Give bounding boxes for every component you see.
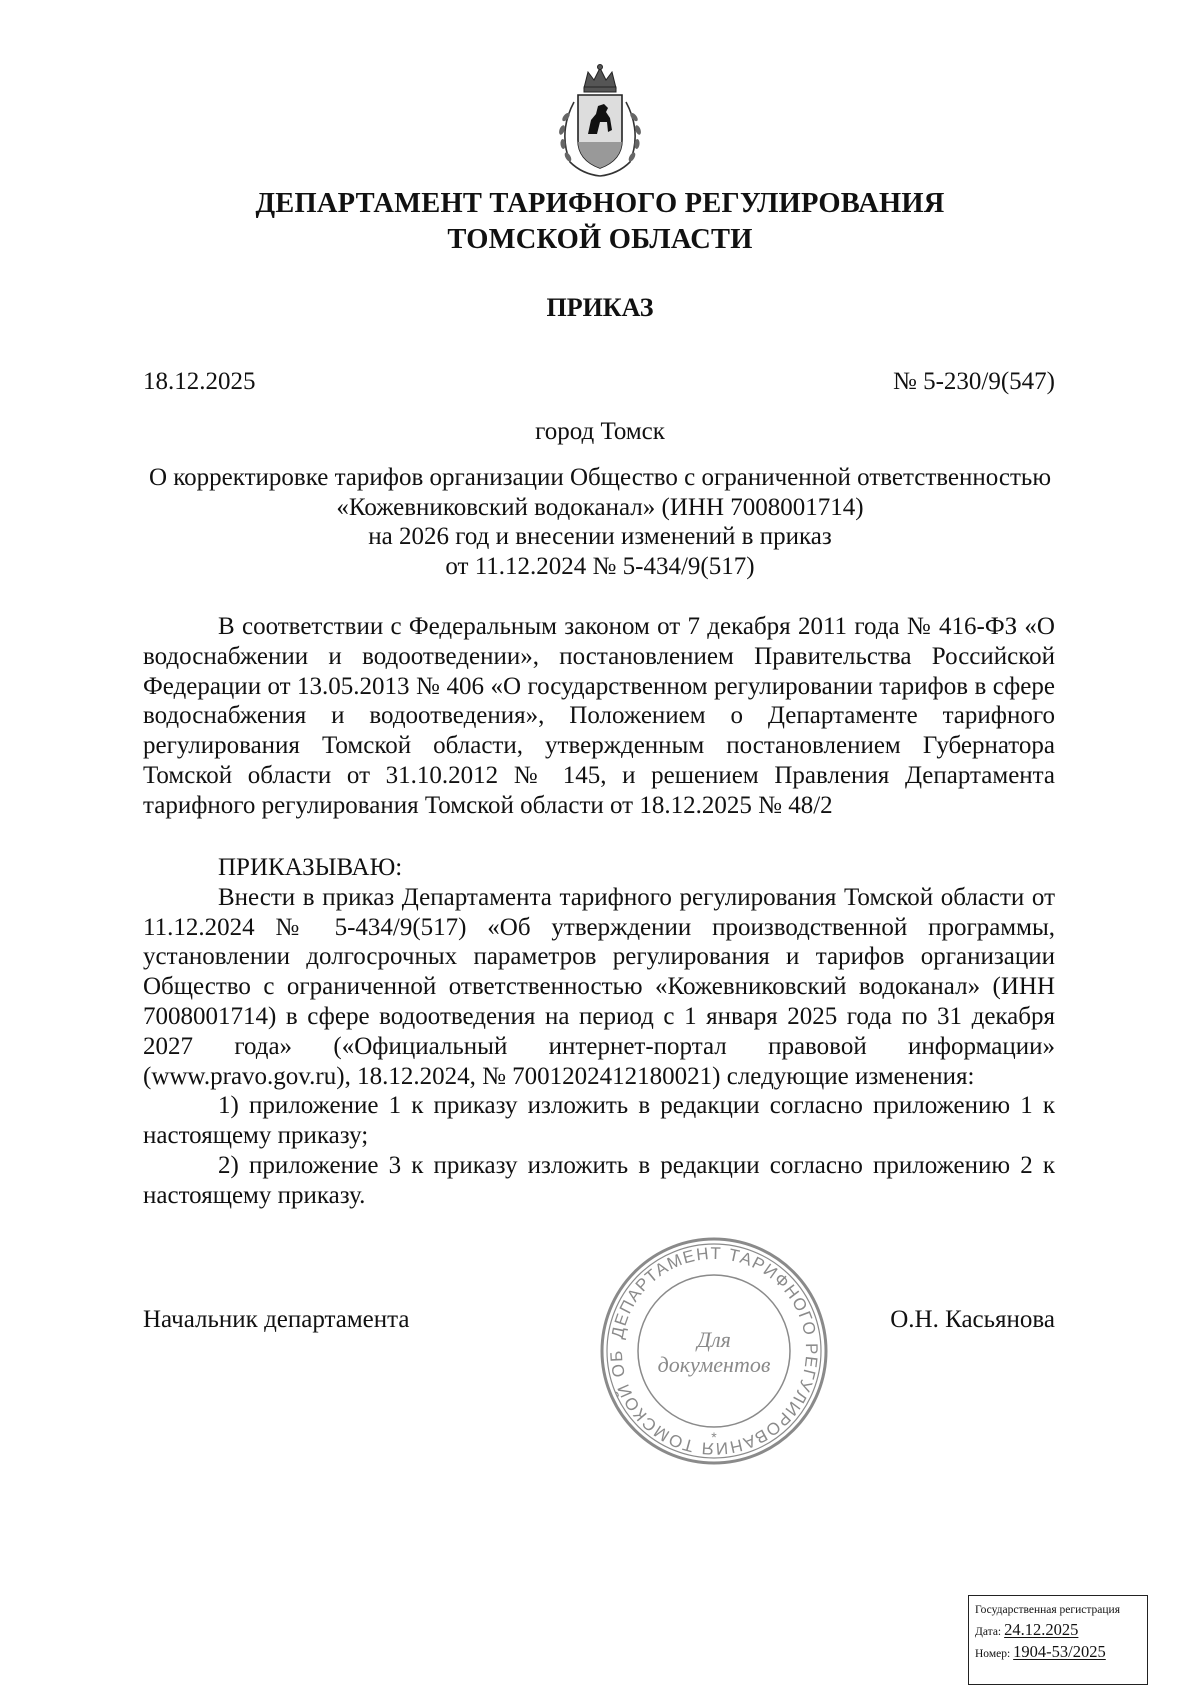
signatory-position: Начальник департамента [143, 1306, 410, 1333]
order-section [143, 853, 1055, 1211]
title-line-4: от 11.12.2024 № 5-434/9(517) [445, 552, 755, 580]
signatory-name: О.Н. Касьянова [890, 1306, 1055, 1333]
registration-date-label: Дата: [975, 1626, 1002, 1638]
seal-ring-text: ДЕПАРТАМЕНТ ТАРИФНОГО РЕГУЛИРОВАНИЯ ТОМСКОЙ ОБ [606, 1243, 822, 1459]
seal-star: * [711, 1429, 717, 1445]
seal-center-line-2: документов [657, 1352, 771, 1377]
order-paragraph: Внести в приказ Департамента тарифного регулирования Томской области от 11.12.2024 № 5-434/9(517) «Об утверждении производственной программы, установлении долгосрочных параметров регулирования и тарифов организации Общество с ограниченной ответственностью «Кожевниковский водоканал» (ИНН 7008001714) в сфере водоотведения на период с 1 января 2025 года по 31 декабря 2027 года» («Официальный интернет-портал правовой информации» (www.pravo.gov.ru), 18.12.2024, № 7001202412180021) следующие изменения: [143, 883, 1055, 1090]
org-line-2: ТОМСКОЙ ОБЛАСТИ [447, 224, 753, 255]
registration-number-row [975, 1642, 1141, 1664]
city: город Томск [535, 418, 665, 445]
document-type: ПРИКАЗ [546, 293, 654, 322]
document-date: 18.12.2025 [143, 368, 256, 395]
title-line-3: на 2026 год и внесении изменений в приказ [368, 523, 832, 550]
document-number: № 5-230/9(547) [892, 368, 1055, 395]
order-item-2: 2) приложение 3 к приказу изложить в редакции согласно приложению 2 к настоящему приказу. [143, 1151, 1055, 1209]
preamble-paragraph: В соответствии с Федеральным законом от 7 декабря 2011 года № 416-ФЗ «О водоснабжении и водоотведении», постановлением Правительства Российской Федерации от 13.05.2013 № 406 «О государственном регулировании тарифов в сфере водоснабжения и водоотведения», Положением о Департаменте тарифного регулирования Томской области, утвержденным постановлением Губернатора Томской области от 31.10.2012 № 145, и решением Правления Департамента тарифного регулирования Томской области от 18.12.2025 № 48/2 [143, 613, 1055, 819]
org-line-1: ДЕПАРТАМЕНТ ТАРИФНОГО РЕГУЛИРОВАНИЯ [255, 188, 945, 219]
registration-box [968, 1595, 1148, 1685]
organization-name [0, 186, 1200, 258]
seal-center-line-1: Для [697, 1327, 731, 1352]
registration-heading: Государственная регистрация [975, 1604, 1120, 1616]
registration-date-row [975, 1620, 1141, 1642]
order-word: ПРИКАЗЫВАЮ: [218, 854, 403, 881]
title-line-2: «Кожевниковский водоканал» (ИНН 7008001714) [336, 493, 864, 521]
order-item-1: 1) приложение 1 к приказу изложить в редакции согласно приложению 1 к настоящему приказу; [143, 1092, 1055, 1150]
official-seal [598, 1235, 830, 1467]
document-title [0, 463, 1200, 581]
title-line-1: О корректировке тарифов организации Общество с ограниченной ответственностью [149, 464, 1051, 491]
registration-number-label: Номер: [975, 1648, 1011, 1660]
registration-date-value: 24.12.2025 [1004, 1620, 1079, 1639]
coat-of-arms-icon [548, 62, 652, 180]
registration-number-value: 1904-53/2025 [1013, 1642, 1106, 1661]
preamble-section [143, 612, 1055, 821]
